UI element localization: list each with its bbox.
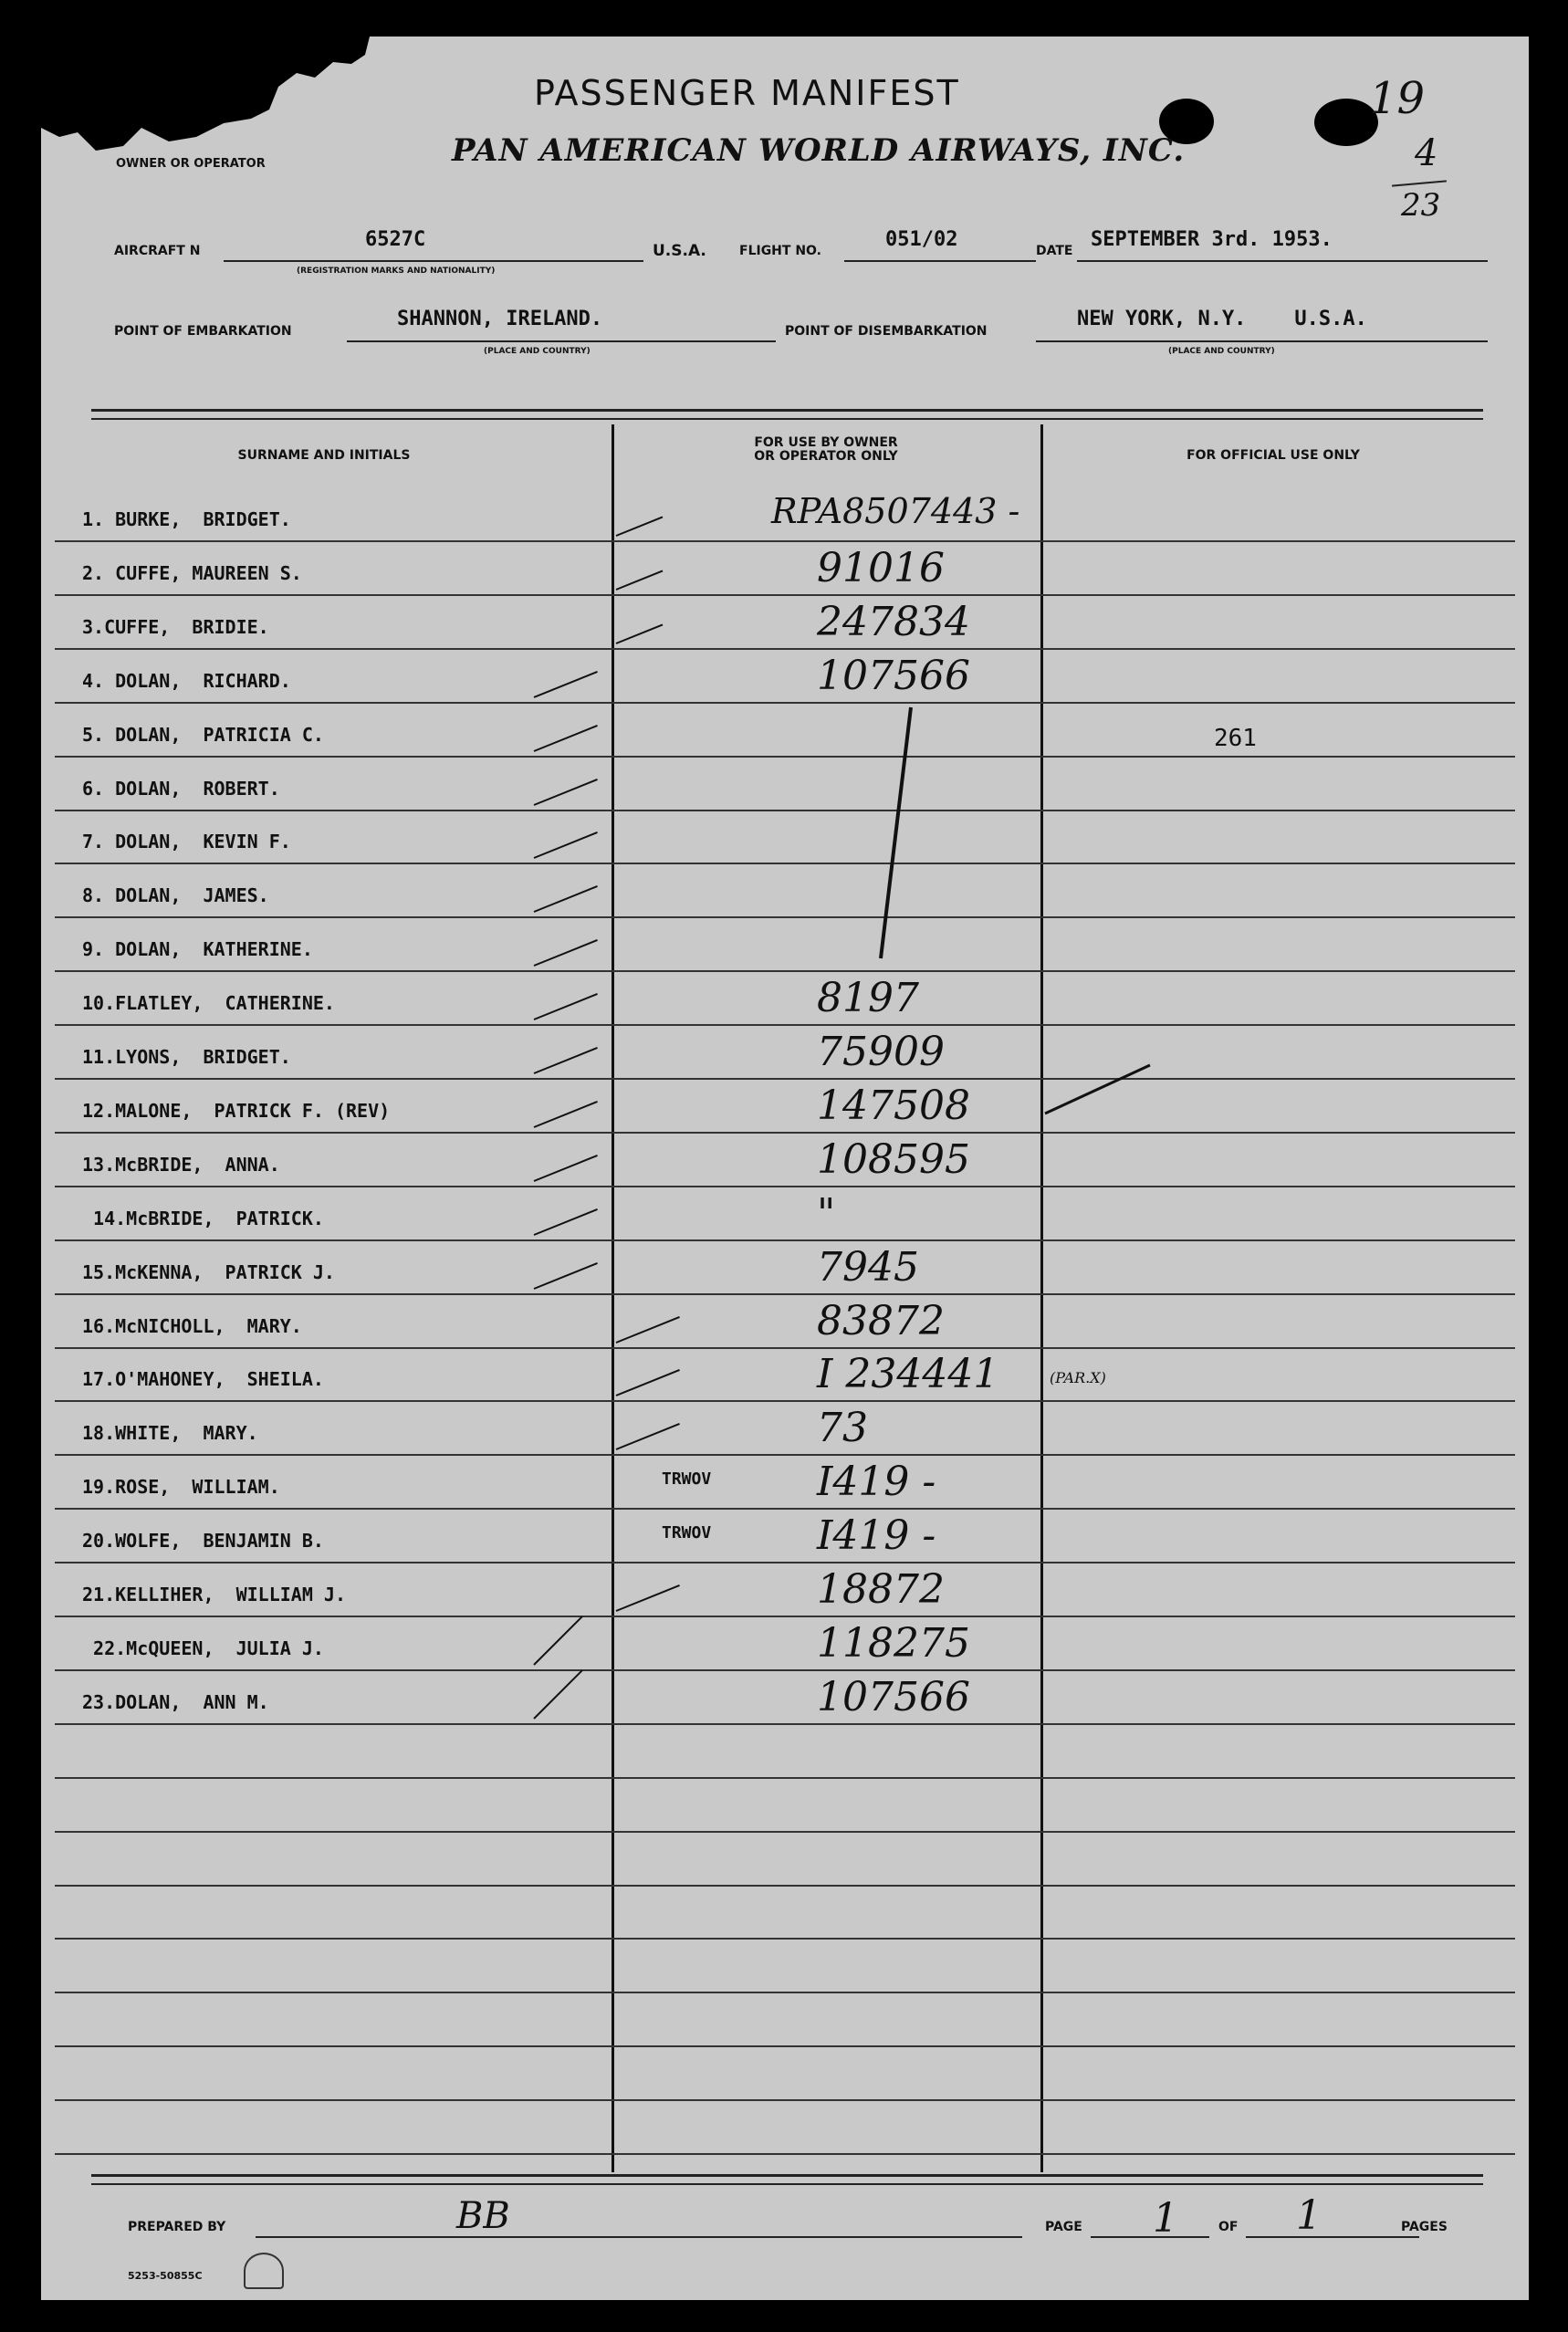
row-rule [55, 1723, 1515, 1725]
owner-ticket-number: 107566 [817, 653, 970, 699]
row-rule [55, 970, 1515, 972]
owner-ticket-number: 8197 [817, 975, 919, 1021]
row-rule [55, 702, 1515, 704]
pages-label: PAGES [1401, 2220, 1448, 2234]
row-rule [55, 1938, 1515, 1940]
check-mark [533, 1616, 582, 1665]
passenger-name: 16.McNICHOLL, MARY. [82, 1315, 302, 1337]
passenger-name: 1. BURKE, BRIDGET. [82, 508, 291, 530]
embark-value: SHANNON, IRELAND. [397, 308, 603, 330]
check-mark [534, 1155, 598, 1182]
table-bottom-rule [91, 2174, 1483, 2177]
prepared-underline [256, 2236, 1022, 2238]
row-rule [55, 1616, 1515, 1617]
column-header-surname: SURNAME AND INITIALS [237, 448, 411, 463]
owner-ticket-number: 108595 [817, 1136, 970, 1183]
check-mark [533, 1669, 582, 1719]
passenger-name: 4. DOLAN, RICHARD. [82, 670, 291, 692]
flight-label: FLIGHT NO. [739, 244, 821, 258]
prepared-label: PREPARED BY [128, 2220, 226, 2234]
owner-ticket-number: 107566 [817, 1674, 970, 1720]
passenger-name: 18.WHITE, MARY. [82, 1422, 258, 1444]
check-mark [616, 1584, 680, 1612]
check-mark [534, 671, 598, 698]
passenger-name: 23.DOLAN, ANN M. [82, 1691, 269, 1713]
owner-ticket-number: 83872 [817, 1298, 945, 1344]
page-total: 1 [1296, 2192, 1322, 2239]
passenger-name: 7. DOLAN, KEVIN F. [82, 831, 291, 852]
corner-note-divider [1392, 180, 1447, 186]
row-rule [55, 2153, 1515, 2155]
check-mark [616, 570, 664, 590]
row-rule [55, 540, 1515, 542]
date-underline [1077, 260, 1488, 262]
row-rule [55, 1078, 1515, 1080]
column-header-owner-1: FOR USE BY OWNER [754, 435, 898, 450]
owner-label: OWNER OR OPERATOR [116, 157, 266, 171]
check-mark [534, 831, 598, 859]
row-rule [55, 1347, 1515, 1349]
table-bottom-rule-2 [91, 2183, 1483, 2185]
row-rule [55, 916, 1515, 918]
embark-underline [347, 340, 776, 342]
passenger-name: 12.MALONE, PATRICK F. (REV) [82, 1100, 391, 1122]
embark-caption: (PLACE AND COUNTRY) [484, 347, 591, 356]
row-rule [55, 1024, 1515, 1026]
passenger-name: 20.WOLFE, BENJAMIN B. [82, 1530, 324, 1552]
page-underline [1091, 2236, 1209, 2238]
torn-corner [41, 37, 370, 164]
check-mark [534, 1047, 598, 1074]
table-top-rule [91, 409, 1483, 412]
disembark-label: POINT OF DISEMBARKATION [785, 324, 988, 339]
check-mark [534, 1208, 598, 1236]
flight-no: 051/02 [885, 228, 958, 251]
owner-ticket-number: 147508 [817, 1082, 970, 1129]
check-mark [534, 993, 598, 1020]
owner-ticket-number: 247834 [817, 599, 970, 645]
row-rule [55, 1831, 1515, 1833]
passenger-name: 9. DOLAN, KATHERINE. [82, 938, 313, 960]
passenger-name: 2. CUFFE, MAUREEN S. [82, 562, 302, 584]
owner-ticket-number: I 234441 [817, 1351, 999, 1397]
check-mark [534, 779, 598, 806]
column-divider-1 [612, 424, 614, 2172]
check-mark [616, 1423, 680, 1450]
check-mark [534, 885, 598, 913]
row-rule [55, 1885, 1515, 1887]
row-rule [55, 863, 1515, 864]
row-rule [55, 810, 1515, 811]
page-label: PAGE [1045, 2220, 1082, 2234]
row-rule [55, 1454, 1515, 1456]
date-value: SEPTEMBER 3rd. 1953. [1091, 228, 1333, 251]
check-mark [616, 1369, 680, 1396]
page-title: PASSENGER MANIFEST [534, 73, 960, 113]
of-underline [1246, 2236, 1419, 2238]
owner-ticket-number: 7945 [817, 1244, 919, 1291]
prepared-by: BB [456, 2195, 510, 2237]
flight-underline [844, 260, 1036, 262]
passenger-name: 10.FLATLEY, CATHERINE. [82, 992, 335, 1014]
owner-ticket-number: 75909 [817, 1029, 945, 1075]
of-label: OF [1218, 2220, 1239, 2234]
column-header-official: FOR OFFICIAL USE ONLY [1186, 448, 1360, 463]
column-header-owner-2: OR OPERATOR ONLY [754, 449, 898, 464]
owner-ticket-number: 118275 [817, 1620, 970, 1667]
form-number: 5253-50855C [128, 2270, 203, 2282]
union-label-seal [244, 2253, 284, 2289]
column-divider-2 [1040, 424, 1043, 2172]
corner-note-bottom: 23 [1401, 187, 1441, 224]
company-name: PAN AMERICAN WORLD AIRWAYS, INC. [452, 132, 1186, 169]
passenger-name: 5. DOLAN, PATRICIA C. [82, 724, 324, 746]
date-label: DATE [1036, 244, 1073, 258]
row-rule [55, 2045, 1515, 2047]
aircraft-underline [224, 260, 643, 262]
check-mark [534, 1101, 598, 1128]
passenger-name: 15.McKENNA, PATRICK J. [82, 1261, 335, 1283]
check-mark [534, 939, 598, 967]
passenger-name: 8. DOLAN, JAMES. [82, 884, 269, 906]
row-rule [55, 1777, 1515, 1779]
owner-ticket-number: I419 - [817, 1459, 936, 1505]
transit-stamp: TRWOV [662, 1469, 712, 1489]
row-rule [55, 594, 1515, 596]
row-rule [55, 1508, 1515, 1510]
passenger-name: 21.KELLIHER, WILLIAM J. [82, 1584, 346, 1605]
check-mark [616, 623, 664, 643]
owner-ticket-number: I419 - [817, 1512, 936, 1559]
passenger-name: 14.McBRIDE, PATRICK. [82, 1208, 324, 1229]
transit-stamp: TRWOV [662, 1523, 712, 1542]
owner-ticket-number: 91016 [817, 545, 945, 591]
passenger-name: 11.LYONS, BRIDGET. [82, 1046, 291, 1068]
corner-note-top: 19 [1369, 73, 1426, 124]
check-mark [616, 516, 664, 536]
row-rule [55, 1400, 1515, 1402]
row-rule [55, 1239, 1515, 1241]
passenger-name: 17.O'MAHONEY, SHEILA. [82, 1368, 324, 1390]
aircraft-label: AIRCRAFT N [114, 244, 201, 258]
official-note: (PAR.X) [1050, 1369, 1106, 1386]
aircraft-no: 6527C [365, 228, 426, 251]
passenger-name: 13.McBRIDE, ANNA. [82, 1154, 280, 1176]
row-rule [55, 1186, 1515, 1187]
check-mark [534, 725, 598, 752]
row-rule [55, 1562, 1515, 1563]
registration-caption: (REGISTRATION MARKS AND NATIONALITY) [297, 267, 496, 276]
disembark-underline [1036, 340, 1488, 342]
row-rule [55, 2099, 1515, 2101]
passenger-name: 19.ROSE, WILLIAM. [82, 1476, 280, 1498]
disembark-value: NEW YORK, N.Y. U.S.A. [1077, 308, 1367, 330]
passenger-name: 3.CUFFE, BRIDIE. [82, 616, 269, 638]
row-rule [55, 1992, 1515, 1993]
row-rule [55, 1293, 1515, 1295]
nationality: U.S.A. [653, 242, 706, 260]
owner-ticket-number: 73 [817, 1405, 868, 1451]
official-note: 261 [1214, 725, 1257, 752]
row-rule [55, 648, 1515, 650]
check-mark [534, 1262, 598, 1290]
embark-label: POINT OF EMBARKATION [114, 324, 292, 339]
owner-ticket-number: 18872 [817, 1566, 945, 1613]
page-no: 1 [1153, 2195, 1178, 2242]
check-mark [616, 1316, 680, 1344]
disembark-caption: (PLACE AND COUNTRY) [1168, 347, 1275, 356]
owner-ticket-number: RPA8507443 - [771, 491, 1020, 531]
row-rule [55, 1132, 1515, 1134]
row-rule [55, 756, 1515, 758]
manifest-page [41, 37, 1529, 2300]
row-rule [55, 1669, 1515, 1671]
passenger-name: 6. DOLAN, ROBERT. [82, 778, 280, 800]
passenger-name: 22.McQUEEN, JULIA J. [82, 1637, 324, 1659]
owner-ticket-number: " [817, 1190, 836, 1237]
corner-note-mid: 4 [1415, 132, 1438, 174]
table-top-rule-2 [91, 418, 1483, 420]
